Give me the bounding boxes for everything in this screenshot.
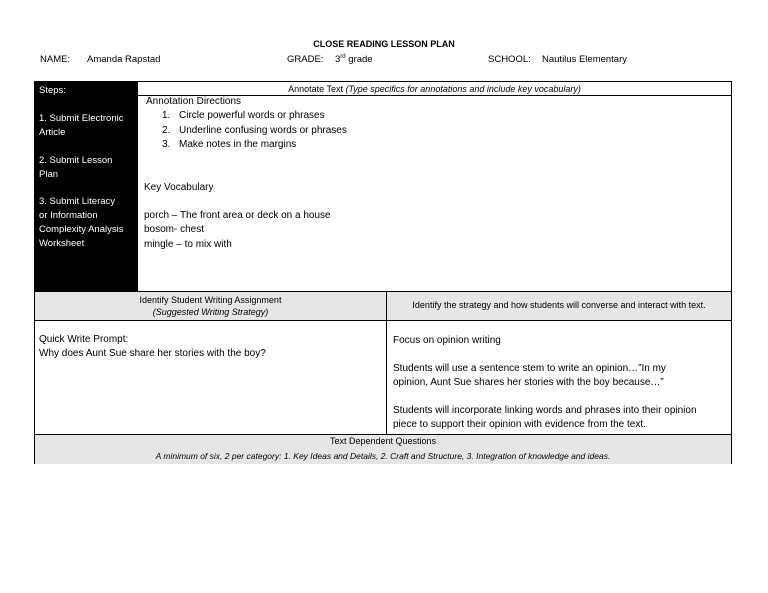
vocab-item: bosom- chest	[144, 224, 205, 235]
grade-label: GRADE:	[287, 54, 324, 65]
annotation-directions-title: Annotation Directions	[146, 96, 242, 107]
tdq-title: Text Dependent Questions	[329, 436, 437, 446]
steps-panel	[35, 82, 138, 291]
step-3-line-2: or Information	[39, 210, 98, 221]
step-3-line-4: Worksheet	[39, 238, 85, 249]
quick-write-label: Quick Write Prompt:	[39, 334, 129, 345]
grade-value: 3rd grade	[335, 53, 373, 65]
school-value: Nautilus Elementary	[542, 54, 628, 65]
column-divider	[386, 292, 387, 434]
direction-1-text: Circle powerful words or phrases	[179, 110, 325, 121]
name-label: NAME:	[40, 54, 71, 65]
direction-3-text: Make notes in the margins	[179, 139, 297, 150]
direction-3-number: 3.	[162, 139, 171, 150]
direction-1-number: 1.	[162, 110, 171, 121]
step-1-line-1: 1. Submit Electronic	[39, 113, 124, 124]
strategy-paragraph-1-line-2: opinion, Aunt Sue shares her stories with the boy because…”	[393, 377, 664, 388]
table-border-top	[34, 81, 732, 82]
strategy-paragraph-2-line-2: piece to support their opinion with evidence from the text.	[393, 419, 646, 430]
direction-2-text: Underline confusing words or phrases	[179, 125, 347, 136]
row-divider-2	[34, 320, 732, 321]
step-2-line-2: Plan	[39, 169, 59, 180]
step-2-line-1: 2. Submit Lesson	[39, 155, 113, 166]
steps-heading: Steps:	[39, 85, 66, 96]
strategy-header: Identify the strategy and how students will converse and interact with text.	[412, 300, 706, 310]
strategy-paragraph-2-line-1: Students will incorporate linking words and phrases into their opinion	[393, 405, 697, 416]
document-title: CLOSE READING LESSON PLAN	[313, 39, 455, 49]
school-label: SCHOOL:	[488, 54, 531, 65]
key-vocabulary-title: Key Vocabulary	[144, 182, 214, 193]
tdq-subtitle: A minimum of six, 2 per category: 1. Key Ideas and Details, 2. Craft and Structure, 3. Integration of knowledge and ideas.	[155, 451, 611, 461]
step-1-line-2: Article	[39, 127, 66, 138]
annotate-header: Annotate Text (Type specifics for annotations and include key vocabulary)	[288, 84, 581, 94]
vocab-item: porch – The front area or deck on a house	[144, 210, 331, 221]
step-3-line-1: 3. Submit Literacy	[39, 196, 116, 207]
strategy-focus: Focus on opinion writing	[393, 335, 501, 346]
direction-2-number: 2.	[162, 125, 171, 136]
name-value: Amanda Rapstad	[87, 54, 161, 65]
step-3-line-3: Complexity Analysis	[39, 224, 124, 235]
writing-assignment-header: Identify Student Writing Assignment (Suggested Writing Strategy)	[139, 295, 282, 317]
quick-write-prompt: Why does Aunt Sue share her stories with the boy?	[39, 348, 266, 359]
vocab-item: mingle – to mix with	[144, 239, 232, 250]
table-border-right	[731, 81, 732, 464]
strategy-paragraph-1-line-1: Students will use a sentence stem to write an opinion…”In my	[393, 363, 666, 374]
